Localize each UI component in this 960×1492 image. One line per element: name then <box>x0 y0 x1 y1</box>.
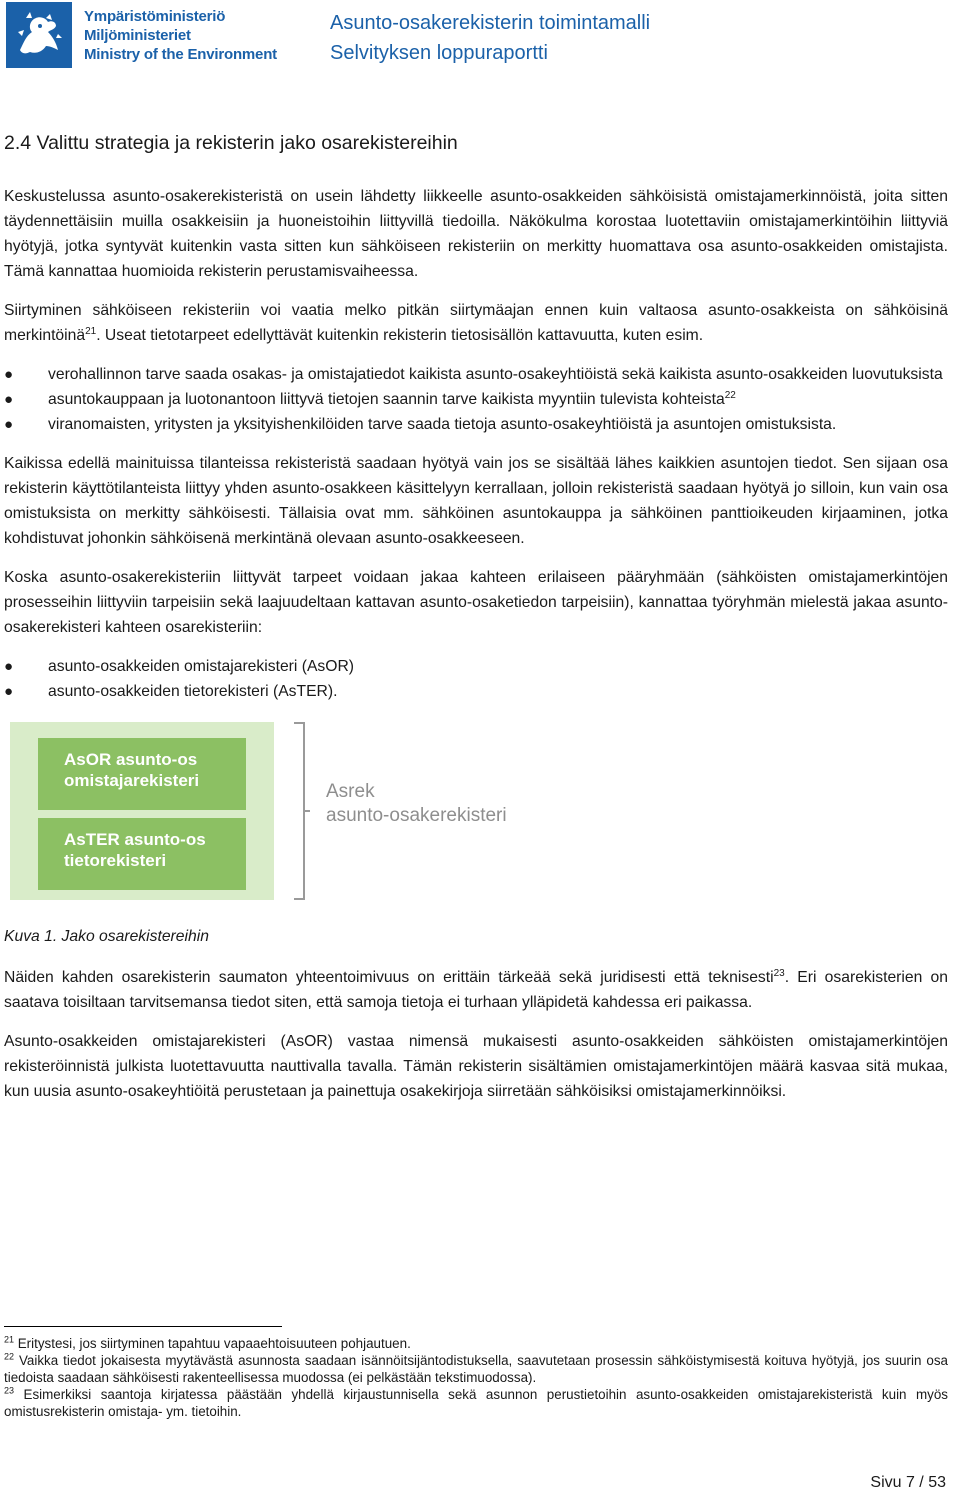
asor-box-line-2: omistajarekisteri <box>64 771 200 790</box>
footnote-text: Esimerkiksi saantoja kirjatessa päästään yhdellä kirjaustunnisella sekä asunnon perustietoihin asunto-osakkeiden omistajarekisteristä kuin myös omistusrekisterin omistaja- ym. tietoihin. <box>4 1387 948 1419</box>
footnote-ref-23[interactable]: 23 <box>773 967 785 979</box>
list-item: ● verohallinnon tarve saada osakas- ja omistajatiedot kaikista asunto-osakeyhtiöistä sekä kaikista asunto-osakkeiden luovutuksista <box>4 362 948 387</box>
footnote-ref-21[interactable]: 21 <box>85 325 97 337</box>
footnote-text: Eritystesi, jos siirtyminen tapahtuu vapaaehtoisuuteen pohjautuen. <box>17 1336 411 1351</box>
document-title: Asunto-osakerekisterin toimintamalli <box>330 12 651 34</box>
footnote-21 <box>4 1335 948 1352</box>
aster-box <box>38 818 246 890</box>
aster-box-line-2: tietorekisteri <box>64 851 167 870</box>
needs-list <box>4 362 948 437</box>
footnote-22 <box>4 1352 948 1386</box>
logo-text <box>84 7 277 64</box>
list-item: ● asunto-osakkeiden omistajarekisteri (AsOR) <box>4 654 948 679</box>
footnote-number: 23 <box>4 1385 15 1396</box>
ministry-logo <box>6 2 277 68</box>
document-header <box>330 8 650 68</box>
logo-line-sv: Miljöministeriet <box>84 26 191 44</box>
section-heading: 2.4 Valittu strategia ja rekisterin jako osarekistereihin <box>4 132 458 154</box>
brace-icon <box>290 722 314 900</box>
register-diagram <box>4 722 948 908</box>
asrek-label-line-2: asunto-osakerekisteri <box>326 805 507 826</box>
logo-line-fi: Ympäristöministeriö <box>84 7 226 25</box>
footnote-text: Vaikka tiedot jokaisesta myytävästä asunnosta saadaan isännöitsijäntodistuksella, saavutetaan prosessin sähköistymisestä koituva hyötyjä, jos suurin osa tiedoista saadaan sähköisesti rakenteellisessa muodossa (ei pelkästään tekstimuodossa). <box>4 1353 948 1385</box>
paragraph-2-text-a: Siirtyminen sähköiseen rekisteriin voi vaatia melko pitkän siirtymäajan ennen kuin valtaosa asunto-osakkeista on sähköisinä merkintöinä <box>4 302 948 344</box>
footnote-number: 22 <box>4 1351 15 1362</box>
paragraph-1: Keskustelussa asunto-osakerekisteristä on usein lähdetty liikkeelle asunto-osakkeiden sähköisistä omistajamerkinnöistä, joita sitten täydennettäisiin muilla osakkeisiin ja huoneistoihin liittyvillä tiedoilla. Näkökulma korostaa luotettaviin omistajamerkintöihin liittyviä hyötyjä, jotka syntyvät kuitenkin vasta sitten kun sähköiseen rekisteriin on merkitty huomattava osa asunto-osakkeiden omistajista. Tämä kannattaa huomioida rekisterin perustamisvaiheessa. <box>4 188 948 280</box>
document-subtitle: Selvityksen loppuraportti <box>330 42 548 64</box>
document-body <box>4 128 948 1118</box>
asor-box <box>38 738 246 810</box>
paragraph-5-text-b: . Eri osarekisterien on saatava toisiltaan tarvitsemansa tiedot siten, että samoja tietoja ei turhaan ylläpidetä kahdessa eri paikassa. <box>4 969 948 1011</box>
list-item <box>4 387 948 412</box>
figure-caption: Kuva 1. Jako osarekistereihin <box>4 928 209 945</box>
paragraph-5 <box>4 965 948 1015</box>
list-item: ● viranomaisten, yritysten ja yksityishenkilöiden tarve saada tietoja asunto-osakeyhtiöistä ja asuntojen omistuksista. <box>4 412 948 437</box>
page-number: Sivu 7 / 53 <box>870 1474 946 1491</box>
footnotes <box>4 1326 948 1420</box>
subregister-list <box>4 654 948 704</box>
asrek-label-line-1: Asrek <box>326 781 375 802</box>
paragraph-5-text-a: Näiden kahden osarekisterin saumaton yhteentoimivuus on erittäin tärkeää sekä juridisesti että teknisesti <box>4 969 774 986</box>
page-header <box>0 0 960 76</box>
paragraph-6: Asunto-osakkeiden omistajarekisteri (AsOR) vastaa nimensä mukaisesti asunto-osakkeiden sähköisten omistajamerkintöjen rekisteröinnistä julkista luotettavuutta nauttivalla tavalla. Tämän rekisterin sisältämien omistajamerkintöjen määrä kasvaa sitä mukaa, kun uusia asunto-osakeyhtiöitä perustetaan ja painettuja osakekirjoja siirretään sähköisiksi omistajamerkinnöiksi. <box>4 1033 948 1100</box>
list-item: ● asunto-osakkeiden tietorekisteri (AsTER). <box>4 679 948 704</box>
asor-box-line-1: AsOR asunto-os <box>64 750 198 769</box>
asrek-label <box>326 780 507 828</box>
paragraph-3: Kaikissa edellä mainituissa tilanteissa rekisteristä saadaan hyötyä vain jos se sisältää lähes kaikkien asuntojen tiedot. Sen sijaan osa rekisterin käyttötilanteista liittyy yhden asunto-osakkeen käsittelyyn kerrallaan, jolloin rekisteristä saadaan hyötyä jo silloin, kun vain osa omistuksista on merkitty sähköisesti. Tällaisia ovat mm. sähköinen asuntokauppa ja sähköinen panttioikeuden kirjaaminen, jotka kohdistuvat johonkin sähköisenä merkintänä olevaan asunto-osakkeeseen. <box>4 455 948 547</box>
footnote-ref-22[interactable]: 22 <box>724 389 736 401</box>
footnote-divider <box>4 1326 282 1327</box>
logo-line-en: Ministry of the Environment <box>84 45 277 63</box>
lion-emblem-icon <box>6 2 72 68</box>
aster-box-line-1: AsTER asunto-os <box>64 830 206 849</box>
paragraph-2-text-b: . Useat tietotarpeet edellyttävät kuitenkin rekisterin tietosisällön kattavuutta, kuten esim. <box>96 327 704 344</box>
paragraph-2 <box>4 298 948 348</box>
paragraph-4: Koska asunto-osakerekisteriin liittyvät tarpeet voidaan jakaa kahteen erilaiseen pääryhmään (sähköisten omistajamerkintöjen prosesseihin liittyviin tarpeisiin sekä laajuudeltaan kattavan asunto-osaketiedon tarpeisiin), kannattaa työryhmän mielestä jakaa asunto-osakerekisteri kahteen osarekisteriin: <box>4 569 948 636</box>
footnote-number: 21 <box>4 1334 15 1345</box>
list-item-text: asuntokauppaan ja luotonantoon liittyvä tietojen saannin tarve kaikista myyntiin tulevista kohteista <box>48 391 725 408</box>
footnote-23 <box>4 1386 948 1420</box>
